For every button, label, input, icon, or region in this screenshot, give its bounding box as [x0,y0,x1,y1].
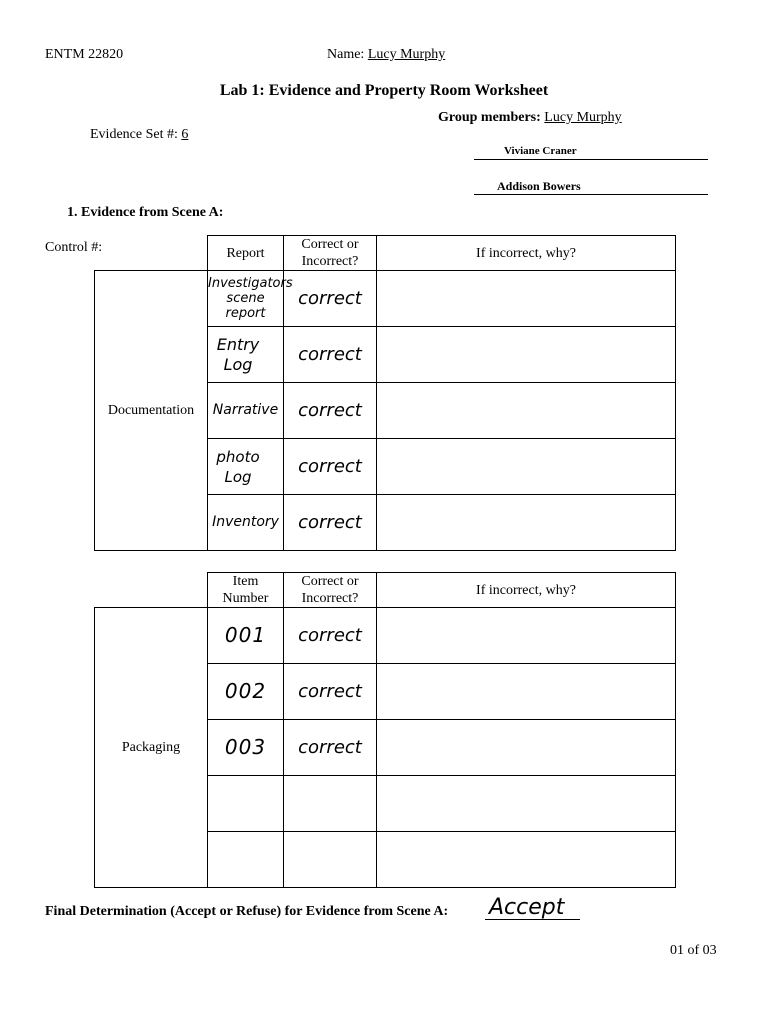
name-value: Lucy Murphy [367,47,446,62]
item-value: 002 [224,679,267,703]
status-value: correct [298,344,362,365]
item-cell [208,608,284,664]
documentation-table [94,235,676,551]
status-value: correct [298,288,362,309]
group-member-3: Addison Bowers [497,179,581,193]
table-row [95,608,676,664]
section-heading: 1. Evidence from Scene A: [67,205,224,220]
report-cell [208,271,293,327]
table-row [95,271,676,327]
item-cell[interactable] [208,832,284,888]
report-cell [208,327,284,383]
status-cell [284,608,377,664]
page-title: Lab 1: Evidence and Property Room Worksheet [219,82,549,99]
why-cell[interactable] [377,664,676,720]
why-cell[interactable] [377,776,676,832]
why-cell[interactable] [377,439,676,495]
packaging-table [94,572,676,888]
group-members-line [438,110,622,126]
status-value: correct [298,512,362,533]
evidence-set-value: 6 [181,127,189,142]
status-cell [284,495,377,551]
group-member-3-line [474,194,708,195]
why-cell[interactable] [377,327,676,383]
header-status: Correct or Incorrect? [284,573,377,608]
control-number-label: Control #: [45,240,103,255]
evidence-set-line [90,127,188,143]
status-value: correct [298,737,362,758]
report-cell [208,383,284,439]
why-cell[interactable] [377,608,676,664]
group-member-2-line [474,159,708,160]
item-cell [208,664,284,720]
status-cell [284,664,377,720]
status-value: correct [298,456,362,477]
header-why: If incorrect, why? [377,236,676,271]
table-header-row [95,236,676,271]
status-cell [284,271,377,327]
status-cell[interactable] [284,832,377,888]
report-value: Entry Log [216,334,260,374]
status-cell [284,383,377,439]
group-members-label: Group members: [438,110,541,125]
course-code: ENTM 22820 [45,47,124,62]
name-label: Name: [327,47,365,62]
evidence-set-label: Evidence Set #: [90,127,178,142]
table-header-row [95,573,676,608]
why-cell[interactable] [377,495,676,551]
status-cell [284,720,377,776]
group-member-1: Lucy Murphy [544,110,622,125]
final-determination-label: Final Determination (Accept or Refuse) for Evidence from Scene A: [45,904,449,919]
final-determination-line [485,919,580,920]
report-value: photo Log [216,447,260,486]
group-member-2: Viviane Craner [504,145,577,157]
status-cell[interactable] [284,776,377,832]
why-cell[interactable] [377,383,676,439]
documentation-label: Documentation [95,271,208,551]
status-value: correct [298,681,362,702]
item-cell[interactable] [208,776,284,832]
report-value: Inventory [212,514,279,530]
packaging-label: Packaging [95,608,208,888]
report-value: Investigators scene report [208,276,293,321]
final-determination-value: Accept [489,895,565,920]
status-cell [284,439,377,495]
status-value: correct [298,400,362,421]
page-number: 01 of 03 [670,943,717,958]
header-why: If incorrect, why? [377,573,676,608]
report-cell [208,439,284,495]
status-value: correct [298,625,362,646]
item-value: 003 [224,735,267,759]
why-cell[interactable] [377,720,676,776]
report-value: Narrative [212,402,279,418]
header-status: Correct or Incorrect? [284,236,377,271]
name-line [327,47,445,63]
why-cell[interactable] [377,271,676,327]
item-cell [208,720,284,776]
header-report: Report [208,236,284,271]
report-cell [208,495,284,551]
why-cell[interactable] [377,832,676,888]
header-item-number: Item Number [208,573,284,608]
item-value: 001 [224,623,267,647]
status-cell [284,327,377,383]
